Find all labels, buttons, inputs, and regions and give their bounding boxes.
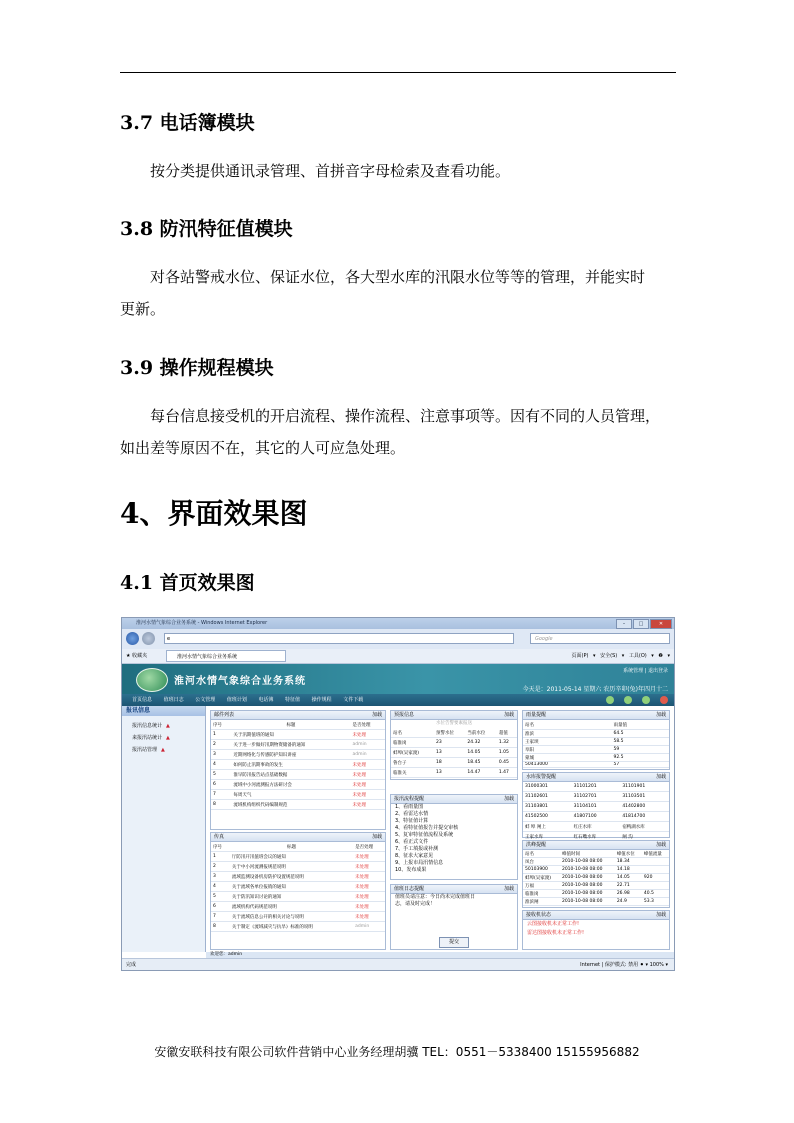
- duty-log-panel: [390, 884, 518, 950]
- section-3-9-text: 每台信息接受机的开启流程、操作流程、注意事项等。因有不同的人员管理， 如出差等原因不在，其它的人可应急处理。: [120, 407, 661, 457]
- table-row[interactable]: 4 关于流域各单位报销的通知 未处理: [211, 882, 385, 892]
- table-row[interactable]: 7 关于流域信息公开的相关讨论与说明 未处理: [211, 912, 385, 922]
- window-title: 淮河水情气象综合业务系统 - Windows Internet Explorer: [136, 620, 268, 626]
- menu-item[interactable]: 值班日志: [163, 697, 184, 703]
- table-row[interactable]: 淮滨 64.5: [523, 730, 669, 738]
- command-bar[interactable]: 页面(P) ▾ 安全(S) ▾ 工具(O) ▾ ❷ ▾: [571, 653, 670, 659]
- sidebar-title: 报讯信息: [122, 706, 205, 716]
- mail-table: 序号 标题 是否处理 1 关于汛期值班的通知 未处理 2 关于进一步做好汛期物资储备的通知 admin 3 近期网络化与传感防护知识讲座 admin 4 如何防止汛期事故的发生 未处理 5 淮早防汛报告站点基础数据 未处理 6 流域中小河流测报方法研讨会 未处理 7 每周天气 未处理 8 流域机构组织代码编制规范 未处理: [211, 720, 385, 810]
- menu-item[interactable]: 文件下载: [343, 697, 364, 703]
- table-row[interactable]: 蚌 埠 闸上 红庄水库 宿鸭湖水库: [523, 822, 669, 832]
- flow-step: 6、看正式文件: [395, 839, 429, 845]
- table-row[interactable]: 8 流域机构组织代码编制规范 未处理: [211, 800, 385, 810]
- warning-icon: ▲: [161, 747, 165, 753]
- logo-icon: [136, 668, 168, 692]
- table-row[interactable]: 2 关于进一步做好汛期物资储备的通知 admin: [211, 740, 385, 750]
- section-4-1-title: 4.1 首页效果图: [120, 572, 255, 594]
- table-row[interactable]: 5 淮早防汛报告站点基础数据 未处理: [211, 770, 385, 780]
- rain-panel: [522, 710, 670, 770]
- panel-header: 雨量提醒 加载: [523, 711, 669, 720]
- reservoir-panel: [522, 772, 670, 838]
- reservoir-table: [523, 782, 669, 842]
- panel-header: 洪峰提醒 加载: [523, 841, 669, 850]
- section-3-7-title: 3.7 电话簿模块: [120, 112, 255, 134]
- menu-item[interactable]: 首页信息: [132, 697, 153, 703]
- forward-icon[interactable]: [142, 632, 155, 645]
- tab-bar: [122, 649, 674, 664]
- panel-header: 传真 加载: [211, 833, 385, 842]
- tab-active[interactable]: 淮河水情气象综合业务系统: [166, 650, 286, 662]
- panel-header: 邮件列表 加载: [211, 711, 385, 720]
- receiver-alert: 雷达图接收机未正常工作!: [527, 930, 585, 936]
- table-row[interactable]: 31102601 31102701 31103501: [523, 792, 669, 802]
- table-row[interactable]: 临淮关 13 14.47 1.47: [391, 768, 517, 778]
- table-row[interactable]: 6 流域中小河流测报方法研讨会 未处理: [211, 780, 385, 790]
- url-input[interactable]: e: [164, 633, 514, 644]
- main-menu: [122, 694, 674, 706]
- flow-step: 3、特征值计算: [395, 818, 429, 824]
- flow-step: 5、复审特征值流程及系统: [395, 832, 454, 838]
- exit-icon[interactable]: [660, 696, 668, 704]
- water-level-panel: [390, 710, 518, 780]
- table-row[interactable]: 5 关于防汛知识讨论的通知 未处理: [211, 892, 385, 902]
- app-banner: [122, 664, 674, 694]
- panel-header: 报汛流程提醒 加载: [391, 795, 517, 804]
- table-row[interactable]: 50413000 57: [523, 762, 669, 768]
- warning-icon: ▲: [166, 735, 170, 741]
- table-row[interactable]: 淮滨闸 2010-10-08 08:00 24.9 53.3: [523, 898, 669, 906]
- menu-item[interactable]: 公文管理: [195, 697, 216, 703]
- submit-button[interactable]: 提交: [439, 937, 469, 948]
- favorites-button[interactable]: ★ 收藏夹: [126, 653, 148, 659]
- status-bar: [122, 958, 674, 970]
- table-row[interactable]: 王家水库 红石嘴水库 闸 沟: [523, 832, 669, 842]
- table-row[interactable]: 蒙城 92.5: [523, 754, 669, 762]
- minimize-icon[interactable]: –: [616, 619, 632, 629]
- more-link[interactable]: 加载: [655, 712, 666, 718]
- system-links[interactable]: 系统管理 | 退出登录: [623, 668, 668, 674]
- more-link[interactable]: 加载: [503, 796, 514, 802]
- table-row[interactable]: 41502500 41807100 41814700: [523, 812, 669, 822]
- panel-subtitle: 水位告警要素报送: [436, 721, 472, 726]
- table-row[interactable]: 万福 2010-10-08 08:00 22.71: [523, 882, 669, 890]
- window-titlebar: [122, 618, 674, 629]
- water-level-table: 站名 预警水位 当前水位 超值 临淮岗 23 24.32 1.32 蚌埠(吴家渡) 13 14.05 1.05 鲁台子 18 18.45 0.45 临淮关 13 14.47 1.47: [391, 728, 517, 778]
- duty-text: 志，请及时完成！: [395, 901, 436, 907]
- sidebar-item[interactable]: 来报汛站统计 ▲: [132, 735, 170, 741]
- table-row[interactable]: 4 如何防止汛期事故的发生 未处理: [211, 760, 385, 770]
- app-title: 淮河水情气象综合业务系统: [174, 676, 306, 687]
- welcome-text: 欢迎您：admin: [206, 952, 675, 958]
- maximize-icon[interactable]: □: [633, 619, 649, 629]
- back-icon[interactable]: [126, 632, 139, 645]
- date-text: 今天是：2011-05-14 星期六 农历辛卯(兔)年四月十二: [522, 686, 668, 693]
- chapter-4-title: 4、界面效果图: [120, 497, 308, 530]
- flood-peak-table: 站名 峰值时间 峰值水位 峰值流量 凤台 2010-10-08 08:00 18.34 50103900 2010-10-08 08:00 14.18 蚌埠(吴家渡) 2010-10-08 08:00 14.05 920 万福 2010-10-08 08:00 22.71 临淮岗 2010-10-08 08:00 26.98 40.5 淮滨闸 2010-10-08 08:00 24.9 53.3: [523, 850, 669, 906]
- flow-step: 2、看雷达水情: [395, 811, 429, 817]
- homepage-screenshot: [121, 617, 675, 971]
- panel-header: 预报信息 加载: [391, 711, 517, 720]
- flow-step: 9、上报市局汛情信息: [395, 860, 444, 866]
- menu-item[interactable]: 电话簿: [258, 697, 274, 703]
- flow-panel: [390, 794, 518, 880]
- receiver-alert: 云图接收机未正常工作!: [527, 921, 580, 927]
- table-row[interactable]: 王家坝 58.5: [523, 738, 669, 746]
- more-link[interactable]: 加载: [655, 842, 666, 848]
- table-row[interactable]: 1 厅防汛开汛值班会议的通知 未处理: [211, 852, 385, 862]
- table-row[interactable]: 蚌埠(吴家渡) 13 14.05 1.05: [391, 748, 517, 758]
- flow-step: 4、看特征值报告并提交审核: [395, 825, 459, 831]
- table-row[interactable]: 31000301 31101201 31101901: [523, 782, 669, 792]
- section-3-7-text: 按分类提供通讯录管理、首拼音字母检索及查看功能。: [150, 162, 511, 180]
- section-3-8-text: 对各站警戒水位、保证水位，各大型水库的汛限水位等等的管理，并能实时 更新。: [120, 268, 646, 318]
- panel-header: 值班日志提醒 加载: [391, 885, 517, 894]
- zone-status[interactable]: Internet | 保护模式: 禁用 ⚫ ▾ 100% ▾: [580, 962, 668, 968]
- help-icon[interactable]: [642, 696, 650, 704]
- panel-header: 水库报警提醒 加载: [523, 773, 669, 782]
- table-row[interactable]: 6 流域机构代码规范说明 未处理: [211, 902, 385, 912]
- mail-panel: [210, 710, 386, 830]
- search-input[interactable]: Google: [530, 633, 670, 644]
- header-rule: [120, 72, 676, 73]
- table-row[interactable]: 凤台 2010-10-08 08:00 18.34: [523, 858, 669, 866]
- refresh-icon[interactable]: [624, 696, 632, 704]
- fax-panel: [210, 832, 386, 950]
- table-row[interactable]: 鲁台子 18 18.45 0.45: [391, 758, 517, 768]
- more-link[interactable]: 加载: [503, 886, 514, 892]
- flow-step: 7、手工填报或补测: [395, 846, 439, 852]
- table-row[interactable]: 3 流域监测设备机房防护设置规范说明 未处理: [211, 872, 385, 882]
- table-row[interactable]: 临淮岗 2010-10-08 08:00 26.98 40.5: [523, 890, 669, 898]
- menu-item[interactable]: 操作规程: [311, 697, 332, 703]
- home-icon[interactable]: [606, 696, 614, 704]
- section-3-9-title: 3.9 操作规程模块: [120, 357, 274, 379]
- table-row[interactable]: 蚌埠(吴家渡) 2010-10-08 08:00 14.05 920: [523, 874, 669, 882]
- duty-text: 值班员请注意：今日尚未完成值班日: [395, 894, 476, 900]
- menu-item[interactable]: 特征值: [285, 697, 301, 703]
- section-3-8-title: 3.8 防汛特征值模块: [120, 218, 293, 240]
- close-icon[interactable]: ✕: [650, 619, 672, 629]
- flow-step: 10、发布成果: [395, 867, 427, 873]
- table-row[interactable]: 7 每周天气 未处理: [211, 790, 385, 800]
- table-row[interactable]: 1 关于汛期值班的通知 未处理: [211, 730, 385, 740]
- table-row[interactable]: 50103900 2010-10-08 08:00 14.18: [523, 866, 669, 874]
- table-row[interactable]: 临淮岗 23 24.32 1.32: [391, 738, 517, 748]
- table-row[interactable]: 阜阳 59: [523, 746, 669, 754]
- status-text: 完成: [126, 962, 137, 968]
- menu-item[interactable]: 值班计划: [226, 697, 247, 703]
- flood-peak-panel: [522, 840, 670, 908]
- panel-header: 接收机状态 加载: [523, 911, 669, 920]
- table-row[interactable]: 2 关于中小河流测报规范说明 未处理: [211, 862, 385, 872]
- address-bar: [122, 629, 674, 650]
- more-link[interactable]: 加载: [371, 834, 382, 840]
- more-link[interactable]: 加载: [371, 712, 382, 718]
- receiver-status-panel: [522, 910, 670, 950]
- sidebar: [122, 706, 206, 952]
- flow-step: 1、看雨量图: [395, 804, 424, 810]
- flow-step: 8、征求大家意见: [395, 853, 434, 859]
- table-row[interactable]: 3 近期网络化与传感防护知识讲座 admin: [211, 750, 385, 760]
- sidebar-item[interactable]: 报汛站管理 ▲: [132, 747, 165, 753]
- warning-icon: ▲: [166, 723, 170, 729]
- more-link[interactable]: 加载: [655, 774, 666, 780]
- table-row[interactable]: 8 关于制定《流域减灾与抗旱》标准的说明 admin: [211, 922, 385, 932]
- more-link[interactable]: 加载: [503, 712, 514, 718]
- page-footer: 安徽安联科技有限公司软件营销中心业务经理胡骥 TEL：0551－5338400 15155956882: [154, 1045, 640, 1059]
- rain-table: 站名 雨量值 淮滨 64.5 王家坝 58.5 阜阳 59 蒙城 92.5 50413000 57: [523, 720, 669, 768]
- fax-table: 序号 标题 是否处理 1 厅防汛开汛值班会议的通知 未处理 2 关于中小河流测报规范说明 未处理 3 流域监测设备机房防护设置规范说明 未处理 4 关于流域各单位报销的通知 未处理 5 关于防汛知识讨论的通知 未处理 6 流域机构代码规范说明 未处理 7 关于流域信息公开的相关讨论与说明 未处理 8 关于制定《流域减灾与抗旱》标准的说明 admin: [211, 842, 385, 932]
- sidebar-item[interactable]: 报汛信息统计 ▲: [132, 723, 170, 729]
- more-link[interactable]: 加载: [655, 912, 666, 918]
- table-row[interactable]: 31103801 31104101 41402800: [523, 802, 669, 812]
